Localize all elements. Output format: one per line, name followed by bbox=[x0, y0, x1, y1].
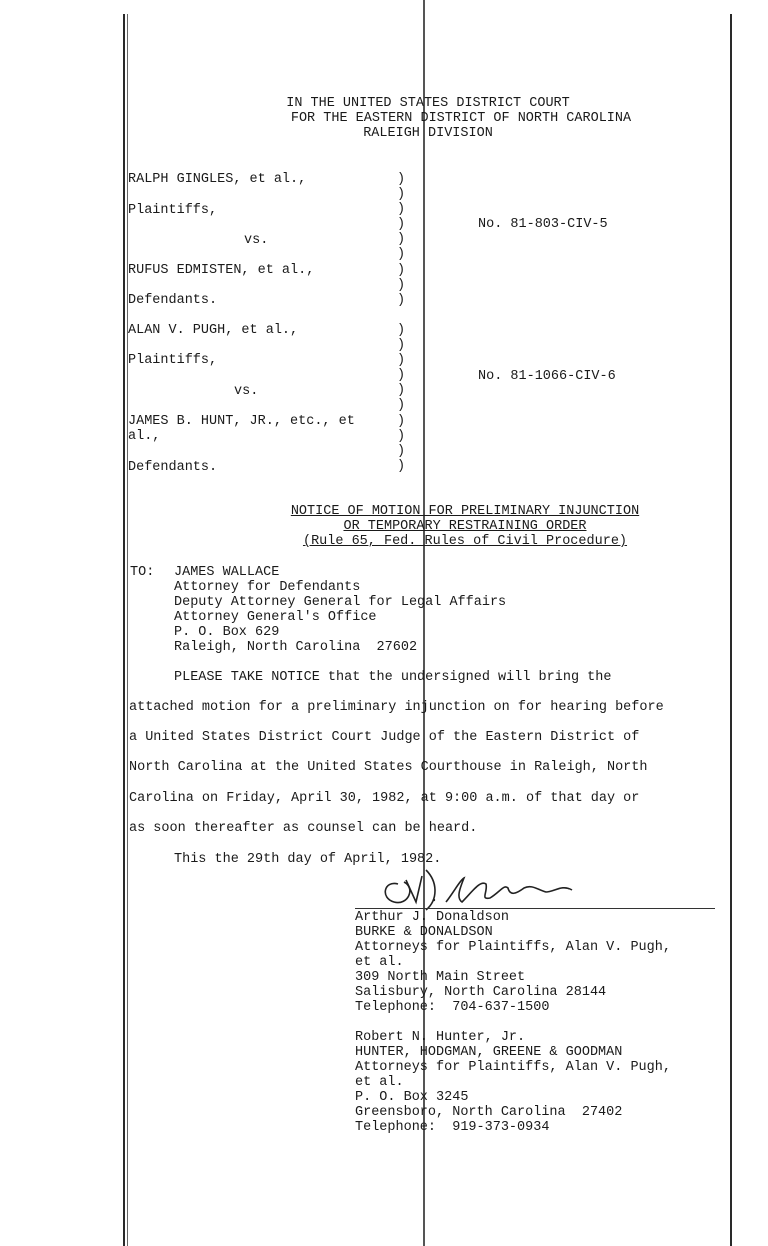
sig2-role-line2: et al. bbox=[355, 1075, 404, 1090]
title-line-2: OR TEMPORARY RESTRAINING ORDER bbox=[343, 519, 587, 534]
right-margin-rule bbox=[730, 14, 732, 1246]
to-line-4: P. O. Box 629 bbox=[174, 625, 280, 640]
title-line-3: (Rule 65, Fed. Rules of Civil Procedure) bbox=[302, 534, 628, 549]
to-line-5: Raleigh, North Carolina 27602 bbox=[174, 640, 418, 655]
case2-plaintiff: ALAN V. PUGH, et al., bbox=[128, 323, 299, 338]
to-label: TO: bbox=[130, 565, 155, 580]
sig2-role-line1: Attorneys for Plaintiffs, Alan V. Pugh, bbox=[355, 1060, 671, 1075]
case2-defendants-label: Defendants. bbox=[128, 460, 218, 475]
body-line-1: PLEASE TAKE NOTICE that the undersigned will bring the bbox=[174, 670, 612, 685]
case1-parentheses: ) ) ) ) ) ) ) ) ) bbox=[397, 172, 406, 308]
body-line-6: as soon thereafter as counsel can be heard. bbox=[129, 821, 478, 836]
to-line-2: Deputy Attorney General for Legal Affairs bbox=[174, 595, 507, 610]
date-line: This the 29th day of April, 1982. bbox=[174, 852, 442, 867]
sig1-phone: Telephone: 704-637-1500 bbox=[355, 1000, 550, 1015]
left-margin-rule-inner bbox=[127, 14, 128, 1246]
sig1-role-line2: et al. bbox=[355, 955, 404, 970]
body-line-4: North Carolina at the United States Courthouse in Raleigh, North bbox=[129, 760, 648, 775]
body-line-5: Carolina on Friday, April 30, 1982, at 9:00 a.m. of that day or bbox=[129, 791, 640, 806]
sig2-name: Robert N. Hunter, Jr. bbox=[355, 1030, 526, 1045]
case2-defendant-line1: JAMES B. HUNT, JR., etc., et bbox=[128, 414, 355, 429]
body-line-2: attached motion for a preliminary injunction on for hearing before bbox=[129, 700, 664, 715]
to-line-3: Attorney General's Office bbox=[174, 610, 377, 625]
signature-line bbox=[355, 908, 715, 909]
case1-defendant: RUFUS EDMISTEN, et al., bbox=[128, 263, 315, 278]
to-line-1: Attorney for Defendants bbox=[174, 580, 361, 595]
sig2-address1: P. O. Box 3245 bbox=[355, 1090, 469, 1105]
title-line-1: NOTICE OF MOTION FOR PRELIMINARY INJUNCTION bbox=[290, 504, 640, 519]
case1-plaintiffs-label: Plaintiffs, bbox=[128, 203, 218, 218]
sig2-phone: Telephone: 919-373-0934 bbox=[355, 1120, 550, 1135]
sig1-address1: 309 North Main Street bbox=[355, 970, 526, 985]
case1-vs: vs. bbox=[244, 233, 269, 248]
case1-number: No. 81-803-CIV-5 bbox=[478, 217, 608, 232]
sig2-firm: HUNTER, HODGMAN, GREENE & GOODMAN bbox=[355, 1045, 623, 1060]
case1-defendants-label: Defendants. bbox=[128, 293, 218, 308]
case2-parentheses: ) ) ) ) ) ) ) ) ) ) bbox=[397, 323, 406, 474]
sig1-name: Arthur J. Donaldson bbox=[355, 910, 509, 925]
court-line-3: RALEIGH DIVISION bbox=[363, 126, 493, 141]
left-margin-rule bbox=[123, 14, 125, 1246]
case2-defendant-line2: al., bbox=[128, 429, 161, 444]
sig1-firm: BURKE & DONALDSON bbox=[355, 925, 493, 940]
case2-number: No. 81-1066-CIV-6 bbox=[478, 369, 616, 384]
sig1-address2: Salisbury, North Carolina 28144 bbox=[355, 985, 607, 1000]
to-name: JAMES WALLACE bbox=[174, 565, 280, 580]
court-line-1: IN THE UNITED STATES DISTRICT COURT bbox=[286, 96, 570, 111]
handwritten-signature bbox=[376, 862, 576, 912]
court-line-2: FOR THE EASTERN DISTRICT OF NORTH CAROLINA bbox=[290, 111, 632, 126]
case2-plaintiffs-label: Plaintiffs, bbox=[128, 353, 218, 368]
body-line-3: a United States District Court Judge of the Eastern District of bbox=[129, 730, 640, 745]
sig1-role-line1: Attorneys for Plaintiffs, Alan V. Pugh, bbox=[355, 940, 671, 955]
case1-plaintiff: RALPH GINGLES, et al., bbox=[128, 172, 307, 187]
sig2-address2: Greensboro, North Carolina 27402 bbox=[355, 1105, 623, 1120]
case2-vs: vs. bbox=[234, 384, 259, 399]
